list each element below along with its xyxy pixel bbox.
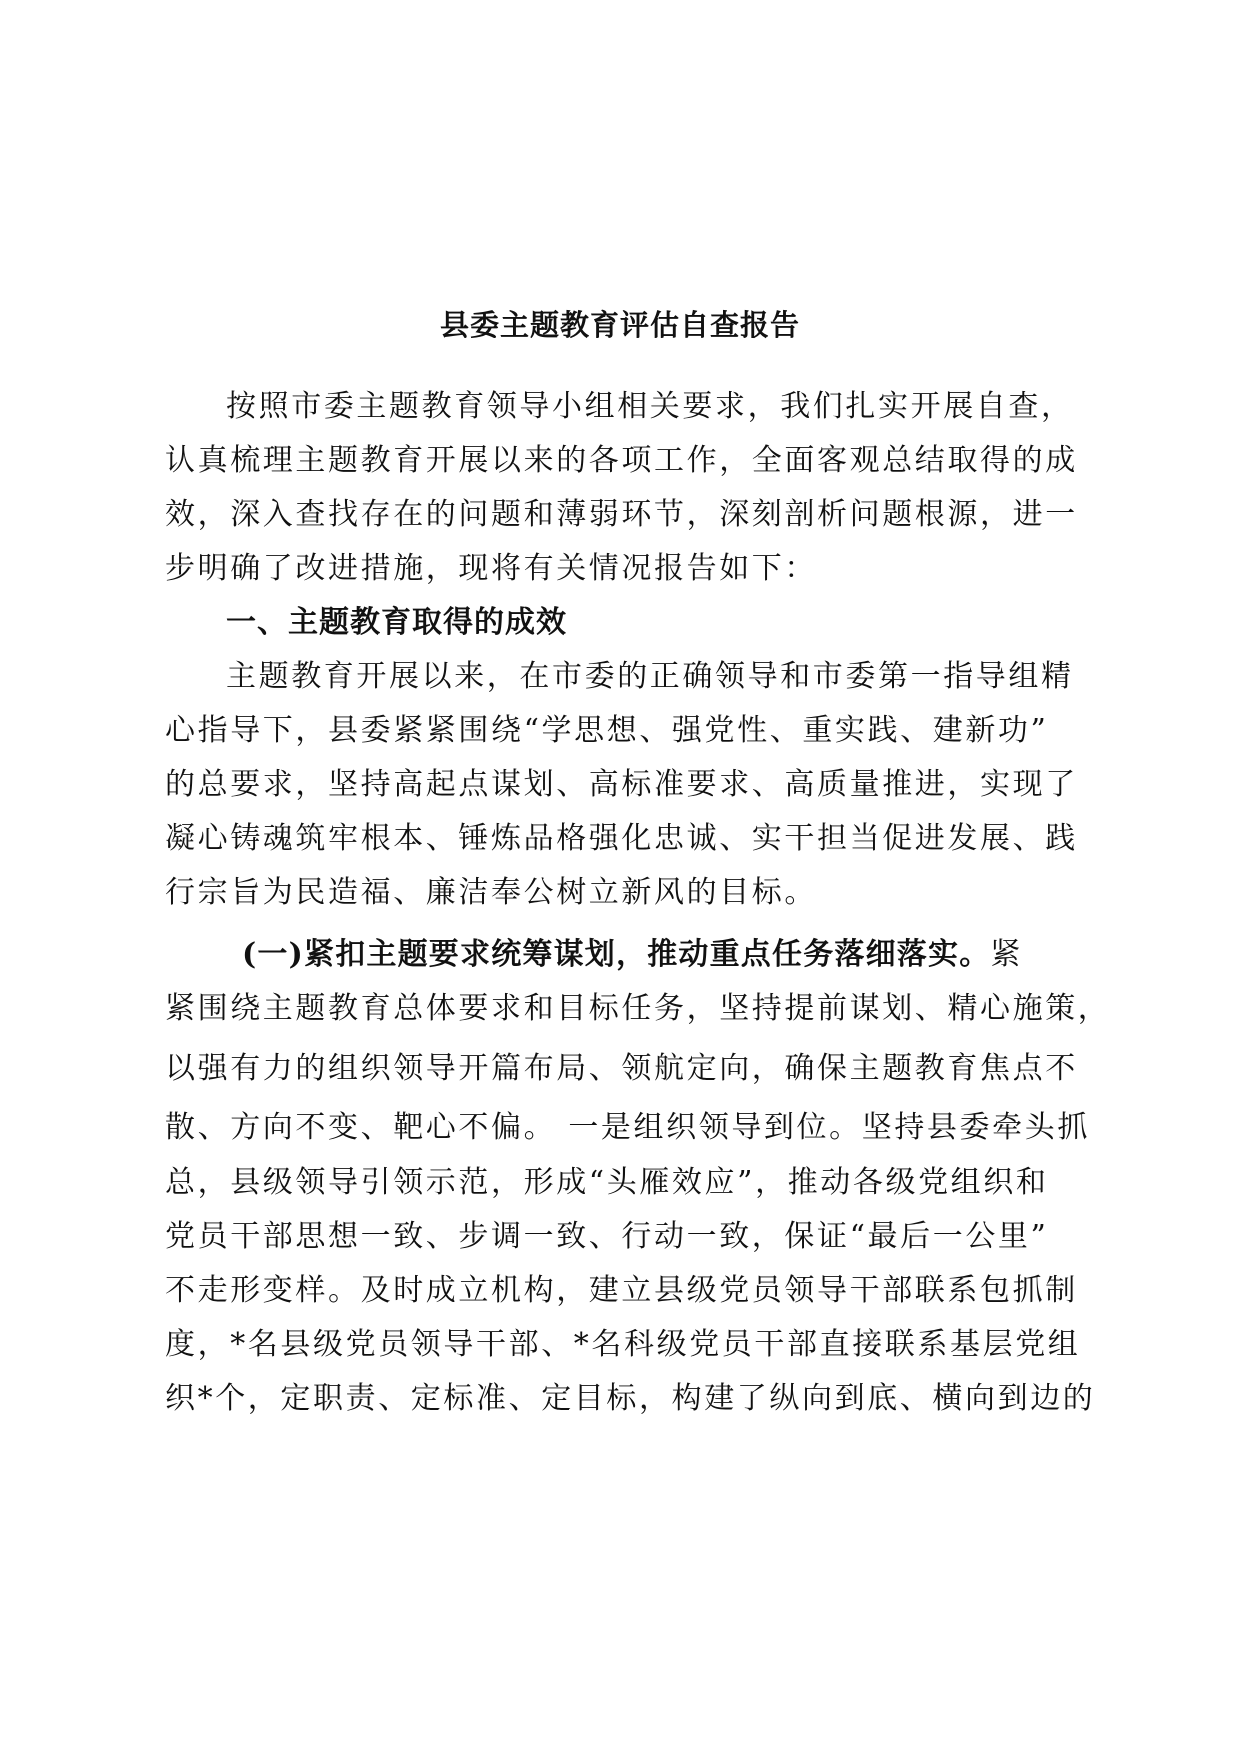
intro-line-4: 步明确了改进措施，现将有关情况报告如下： xyxy=(165,551,817,586)
subsection1-heading: (一)紧扣主题要求统筹谋划，推动重点任务落细落实。 xyxy=(242,937,991,972)
subsection1-line-2: 以强有力的组织领导开篇布局、领航定向，确保主题教育焦点不 xyxy=(165,1051,1078,1086)
section-heading-1: 一、主题教育取得的成效 xyxy=(226,605,567,640)
subsection1-line-1: 紧围绕主题教育总体要求和目标任务，坚持提前谋划、精心施策， xyxy=(165,991,1111,1026)
subsection1-heading-tail: 紧 xyxy=(990,937,1023,972)
intro-line-1: 按照市委主题教育领导小组相关要求，我们扎实开展自查， xyxy=(226,389,1074,424)
subsection1-line-6: 不走形变样。及时成立机构，建立县级党员领导干部联系包抓制 xyxy=(165,1273,1078,1308)
section1-line-1: 主题教育开展以来，在市委的正确领导和市委第一指导组精 xyxy=(226,659,1074,694)
subsection1-line-5: 党员干部思想一致、步调一致、行动一致，保证“最后一公里” xyxy=(165,1219,1049,1254)
section1-line-5: 行宗旨为民造福、廉洁奉公树立新风的目标。 xyxy=(165,875,817,910)
subsection1-line-8: 织*个，定职责、定标准、定目标，构建了纵向到底、横向到边的 xyxy=(165,1381,1096,1416)
section1-line-4: 凝心铸魂筑牢根本、锤炼品格强化忠诚、实干担当促进发展、践 xyxy=(165,821,1078,856)
subsection1-line-4: 总，县级领导引领示范，形成“头雁效应”，推动各级党组织和 xyxy=(165,1165,1049,1200)
section1-line-3: 的总要求，坚持高起点谋划、高标准要求、高质量推进，实现了 xyxy=(165,767,1078,802)
subsection1-line-3: 散、方向不变、靶心不偏。 一是组织领导到位。坚持县委牵头抓 xyxy=(165,1110,1090,1145)
section1-line-2: 心指导下，县委紧紧围绕“学思想、强党性、重实践、建新功” xyxy=(165,713,1049,748)
subsection1-line-7: 度，*名县级党员领导干部、*名科级党员干部直接联系基层党组 xyxy=(165,1327,1081,1362)
document-title: 县委主题教育评估自查报告 xyxy=(439,308,800,342)
subsection1-heading-line xyxy=(242,934,1023,976)
intro-line-2: 认真梳理主题教育开展以来的各项工作，全面客观总结取得的成 xyxy=(165,443,1078,478)
intro-line-3: 效，深入查找存在的问题和薄弱环节，深刻剖析问题根源，进一 xyxy=(165,497,1078,532)
